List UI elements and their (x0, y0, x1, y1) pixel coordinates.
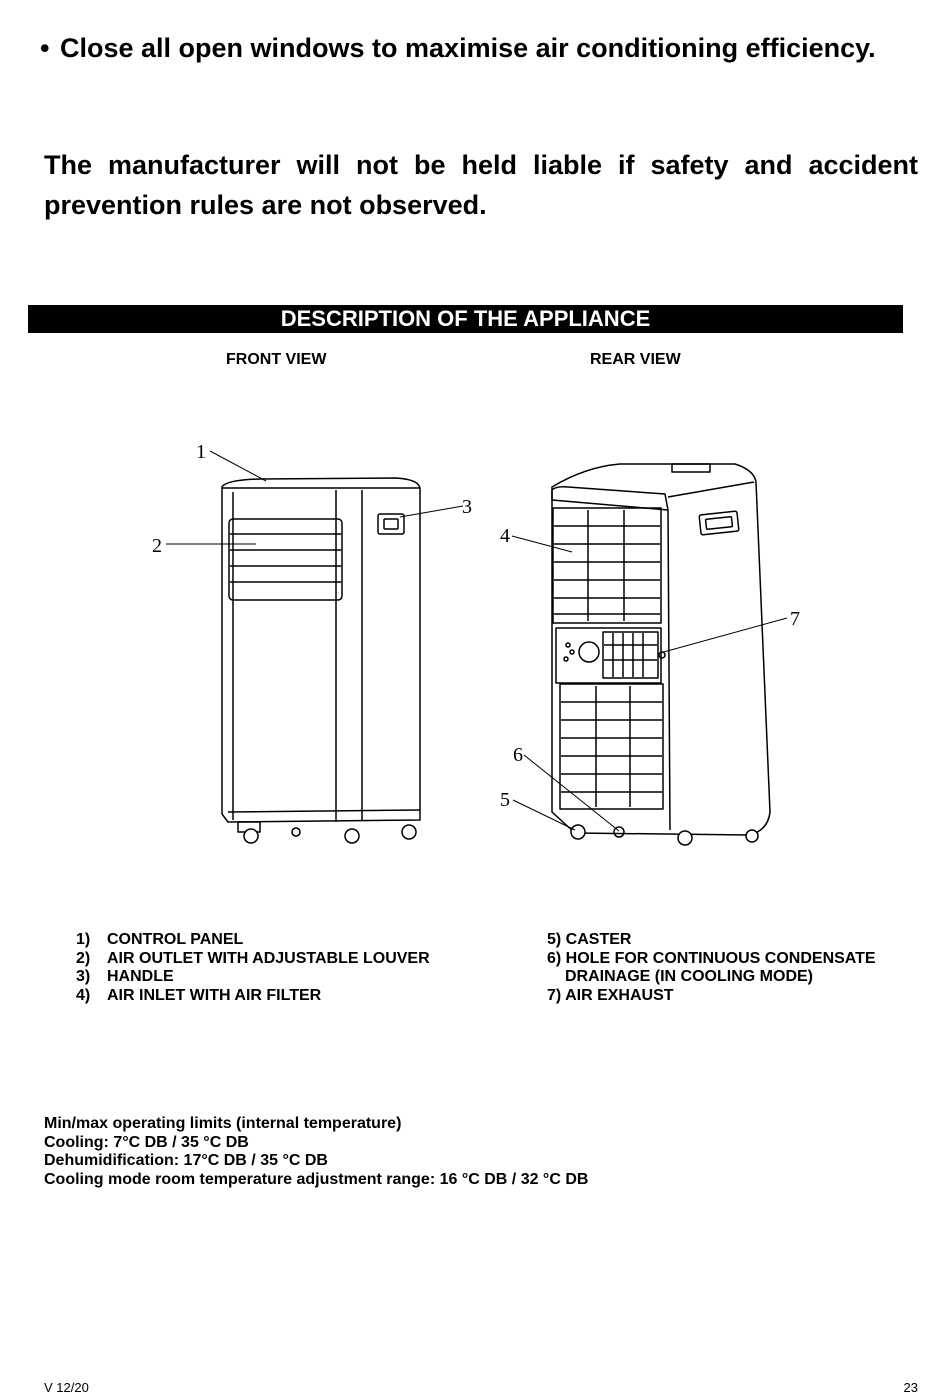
section-title-bar: DESCRIPTION OF THE APPLIANCE (28, 305, 903, 333)
front-view-label: FRONT VIEW (226, 351, 327, 368)
bullet-text: Close all open windows to maximise air conditioning efficiency. (60, 33, 876, 63)
callout-2: 2 (152, 535, 162, 557)
legend-item-drain-hole-cont: DRAINAGE (IN COOLING MODE) (565, 968, 813, 985)
footer-page-number: 23 (903, 1380, 918, 1395)
liability-notice: The manufacturer will not be held liable if safety and accident prevention rules are not observed. (44, 150, 918, 220)
rear-unit-illustration (552, 464, 770, 845)
legend-right (547, 931, 876, 1005)
limits-heading: Min/max operating limits (internal temperature) (44, 1115, 402, 1132)
legend-item (76, 987, 430, 1006)
legend-number: 4) (76, 986, 91, 1004)
limits-cooling: Cooling: 7°C DB / 35 °C DB (44, 1133, 249, 1151)
legend-item (76, 950, 430, 969)
legend-text: HANDLE (107, 968, 174, 985)
legend-item (76, 968, 430, 987)
bullet-paragraph (40, 28, 918, 68)
callout-6: 6 (513, 744, 523, 766)
legend-number: 3) (76, 968, 91, 985)
operating-limits (44, 1115, 588, 1189)
legend-left (76, 931, 430, 1005)
callout-3: 3 (462, 496, 472, 518)
front-unit-illustration (222, 478, 420, 843)
bullet-dot: • (40, 33, 50, 63)
limits-dehumidification: Dehumidification: 17°C DB / 35 °C DB (44, 1152, 328, 1169)
callout-1: 1 (196, 441, 206, 463)
callout-4: 4 (500, 525, 510, 547)
footer-version: V 12/20 (44, 1380, 89, 1395)
rear-view-label: REAR VIEW (590, 351, 681, 368)
legend-number: 1) (76, 931, 91, 948)
callout-7: 7 (790, 608, 800, 630)
legend-number: 2) (76, 949, 91, 967)
legend-item-drain-hole: 6) HOLE FOR CONTINUOUS CONDENSATE (547, 949, 876, 967)
limits-room-range: Cooling mode room temperature adjustment range: 16 °C DB / 32 °C DB (44, 1170, 589, 1188)
legend-text: AIR OUTLET WITH ADJUSTABLE LOUVER (107, 949, 430, 967)
appliance-illustration (0, 420, 950, 860)
legend-item (76, 931, 430, 950)
legend-text: CONTROL PANEL (107, 931, 244, 948)
callout-5: 5 (500, 789, 510, 811)
legend-text: AIR INLET WITH AIR FILTER (107, 986, 322, 1004)
legend-item-exhaust: 7) AIR EXHAUST (547, 986, 674, 1004)
legend-item-caster: 5) CASTER (547, 931, 632, 948)
